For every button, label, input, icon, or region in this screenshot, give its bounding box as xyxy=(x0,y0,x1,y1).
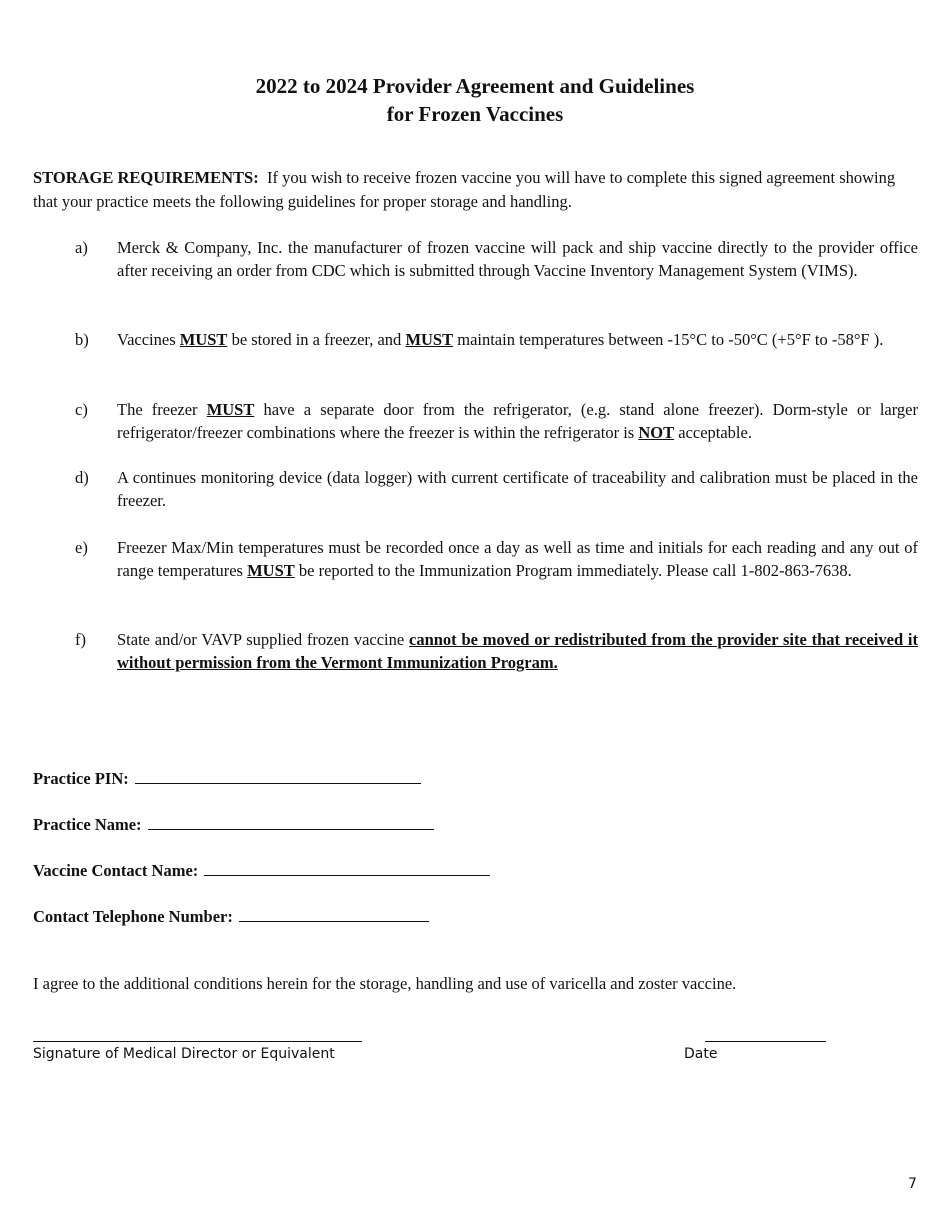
guideline-item-c xyxy=(33,398,918,444)
storage-requirements-intro xyxy=(33,166,918,214)
vaccine-contact-field[interactable] xyxy=(33,860,490,882)
title-line-2: for Frozen Vaccines xyxy=(386,102,564,126)
item-letter: d) xyxy=(75,468,89,487)
date-label: Date xyxy=(684,1046,718,1062)
item-text: Freezer Max/Min temperatures must be recorded once a day as well as time and initials for each reading and any out of range temperatures MUST be reported to the Immunization Program immediately. Please call 1-802-863-7638. xyxy=(117,538,918,580)
item-text: A continues monitoring device (data logger) with current certificate of traceability and calibration must be placed in the freezer. xyxy=(117,468,918,510)
must-emphasis: MUST xyxy=(405,330,454,349)
practice-pin-label: Practice PIN: xyxy=(33,769,129,788)
not-emphasis: NOT xyxy=(638,423,675,442)
vaccine-contact-input-line[interactable] xyxy=(204,861,490,876)
redistribution-warning: cannot be moved or redistributed from the provider site that received it without permission from the Vermont Immunization Program. xyxy=(117,630,918,672)
signature-label: Signature of Medical Director or Equivalent xyxy=(33,1046,335,1062)
item-text: Vaccines MUST be stored in a freezer, and MUST maintain temperatures between -15°C to -50°C (+5°F to -58°F ). xyxy=(117,330,884,349)
practice-name-field[interactable] xyxy=(33,814,434,836)
item-letter: e) xyxy=(75,538,88,557)
intro-label: STORAGE REQUIREMENTS: xyxy=(33,168,259,187)
item-letter: c) xyxy=(75,400,88,419)
intro-text: If you wish to receive frozen vaccine you will have to complete this signed agreement showing that your practice meets the following guidelines for proper storage and handling. xyxy=(33,168,896,211)
signature-line[interactable] xyxy=(33,1041,362,1042)
contact-phone-input-line[interactable] xyxy=(239,907,429,922)
page-number: 7 xyxy=(908,1176,917,1192)
guideline-item-b xyxy=(33,328,918,351)
item-letter: b) xyxy=(75,330,89,349)
guideline-item-e xyxy=(33,536,918,582)
date-line[interactable] xyxy=(705,1041,826,1042)
vaccine-contact-label: Vaccine Contact Name: xyxy=(33,861,199,880)
practice-name-label: Practice Name: xyxy=(33,815,142,834)
item-text: The freezer MUST have a separate door from the refrigerator, (e.g. stand alone freezer). Dorm-style or larger refrigerator/freezer combinations where the freezer is within the refrigerator is NOT acceptable. xyxy=(117,400,918,442)
item-letter: a) xyxy=(75,238,88,257)
guideline-item-f xyxy=(33,628,918,674)
practice-name-input-line[interactable] xyxy=(148,815,434,830)
contact-phone-field[interactable] xyxy=(33,906,429,928)
agreement-statement: I agree to the additional conditions herein for the storage, handling and use of varicella and zoster vaccine. xyxy=(33,974,737,993)
item-text: Merck & Company, Inc. the manufacturer of frozen vaccine will pack and ship vaccine directly to the provider office after receiving an order from CDC which is submitted through Vaccine Inventory Management System (VIMS). xyxy=(117,238,918,280)
practice-pin-field[interactable] xyxy=(33,768,421,790)
must-emphasis: MUST xyxy=(247,561,295,580)
title-line-1: 2022 to 2024 Provider Agreement and Guidelines xyxy=(255,74,695,98)
item-text: State and/or VAVP supplied frozen vaccine cannot be moved or redistributed from the provider site that received it without permission from the Vermont Immunization Program. xyxy=(117,630,918,672)
guideline-item-d xyxy=(33,466,918,512)
item-letter: f) xyxy=(75,630,86,649)
must-emphasis: MUST xyxy=(179,330,228,349)
contact-phone-label: Contact Telephone Number: xyxy=(33,907,233,926)
must-emphasis: MUST xyxy=(206,400,255,419)
practice-pin-input-line[interactable] xyxy=(135,769,421,784)
guideline-item-a xyxy=(33,236,918,282)
